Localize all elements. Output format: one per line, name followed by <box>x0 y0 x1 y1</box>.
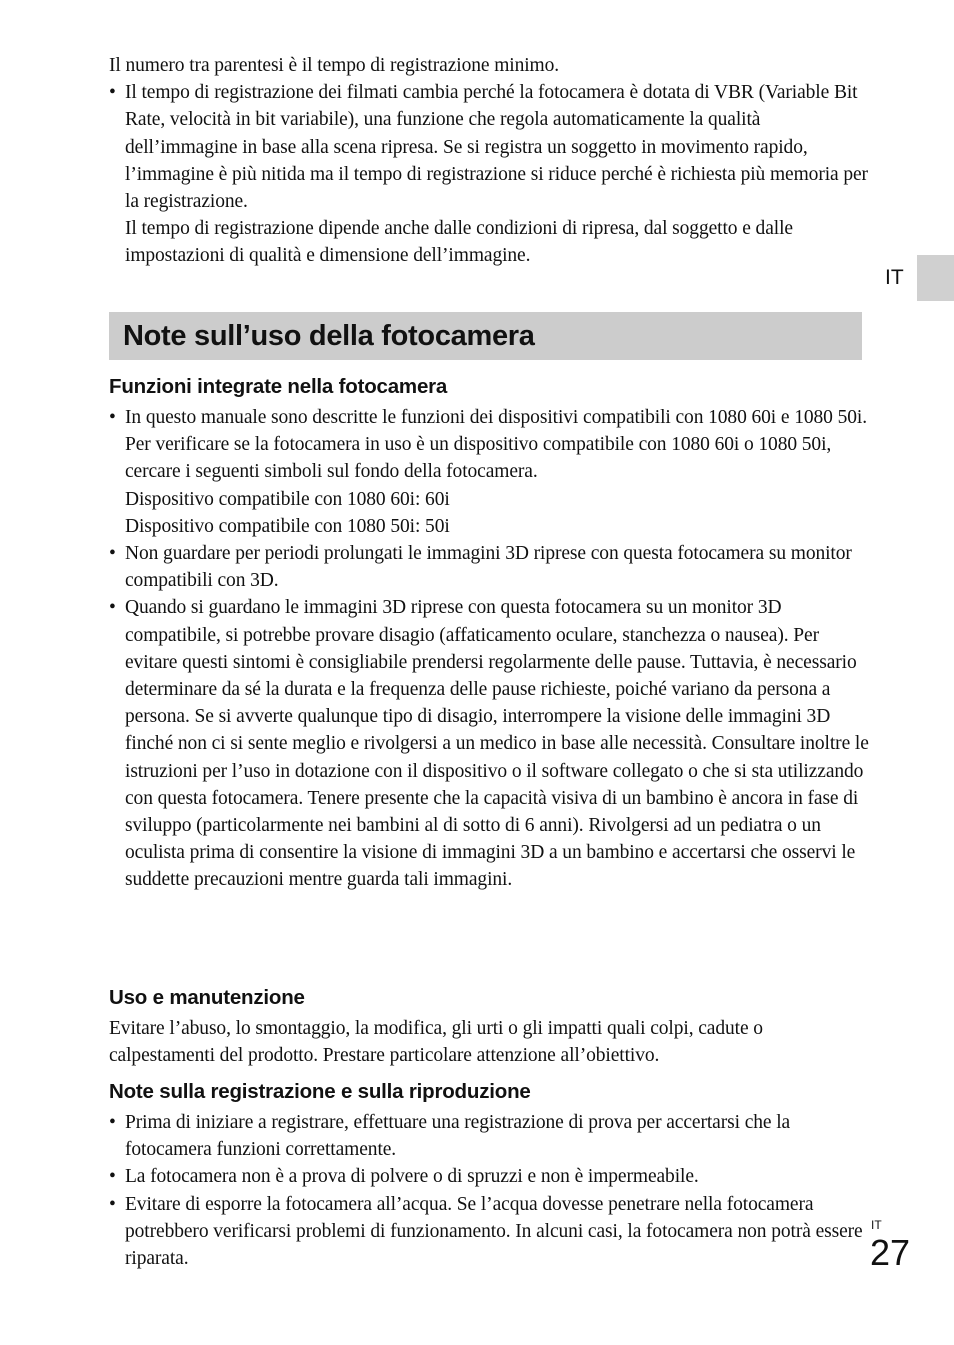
list-item <box>109 1163 869 1190</box>
bullet-dot: • <box>109 597 116 619</box>
language-tab-label: IT <box>885 266 904 289</box>
section-title-bar <box>109 312 862 360</box>
bullet-extra: Dispositivo compatibile con 1080 60i: 60i <box>125 488 450 510</box>
intro-bullet <box>109 79 869 215</box>
bullet-dot: • <box>109 82 116 104</box>
bullet-text: Quando si guardano le immagini 3D riprese con questa fotocamera su un monitor 3D compatibile, si potrebbe provare disagio (affaticamento oculare, stanchezza o nausea). Per evitare questi sintomi è consigliabile prendersi regolarmente delle pause. Tuttavia, è necessario determinare da sé la durata e la frequenza delle pause richieste, poiché variano da persona a persona. Se si avverte qualunque tipo di disagio, interrompere la visione delle immagini 3D finché non ci si sente meglio e rivolgersi a un medico in base alle necessità. Consultare inoltre le istruzioni per l’uso in dotazione con il dispositivo o il software collegato o che si sta utilizzando con questa fotocamera. Tenere presente che la capacità visiva di un bambino è ancora in fase di sviluppo (particolarmente nei bambini al di sotto di 6 anni). Rivolgersi ad un pediatra o un oculista prima di consentire la visione di immagini 3D a un bambino e accertarsi che osservi le suddette precauzioni mentre guarda tali immagini. <box>125 597 869 891</box>
language-tab-marker <box>917 255 954 301</box>
subsection-heading: Note sulla registrazione e sulla riproduzione <box>109 1080 531 1103</box>
subsection-paragraph: Evitare l’abuso, lo smontaggio, la modifica, gli urti o gli impatti quali colpi, cadute o calpestamenti del prodotto. Prestare particolare attenzione all’obiettivo. <box>109 1018 763 1067</box>
section-title: Note sull’uso della fotocamera <box>123 320 535 352</box>
subsection-uso-manutenzione <box>109 985 869 1069</box>
bullet-dot: • <box>109 1193 116 1215</box>
intro-line: Il numero tra parentesi è il tempo di registrazione minimo. <box>109 55 560 76</box>
list-item <box>109 1191 869 1273</box>
subsection-heading: Uso e manutenzione <box>109 986 305 1009</box>
bullet-dot: • <box>109 543 116 565</box>
list-item <box>109 1109 869 1163</box>
bullet-continuation: Il tempo di registrazione dipende anche dalle condizioni di ripresa, dal soggetto e dalle impostazioni di qualità e dimensione dell’immagine. <box>125 218 793 267</box>
bullet-extra: Dispositivo compatibile con 1080 50i: 50i <box>125 515 450 537</box>
list-item <box>109 540 869 594</box>
subsection-registrazione <box>109 1079 869 1272</box>
bullet-text: Non guardare per periodi prolungati le immagini 3D riprese con questa fotocamera su monitor compatibili con 3D. <box>125 543 852 592</box>
bullet-extra: Per verificare se la fotocamera in uso è un dispositivo compatibile con 1080 60i o 1080 50i, cercare i seguenti simboli sul fondo della fotocamera. <box>125 434 832 483</box>
subsection-heading: Funzioni integrate nella fotocamera <box>109 375 448 398</box>
bullet-dot: • <box>109 1112 116 1133</box>
bullet-dot: • <box>109 407 116 428</box>
bullet-text: La fotocamera non è a prova di polvere o di spruzzi e non è impermeabile. <box>125 1166 699 1188</box>
bullet-dot: • <box>109 1166 116 1188</box>
bullet-text: Evitare di esporre la fotocamera all’acqua. Se l’acqua dovesse penetrare nella fotocamera potrebbero verificarsi problemi di funzionamento. In alcuni casi, la fotocamera non potrà essere riparata. <box>125 1193 863 1270</box>
page-number: 27 <box>870 1232 911 1273</box>
bullet-text: Prima di iniziare a registrare, effettuare una registrazione di prova per accertarsi che la fotocamera funzioni correttamente. <box>125 1112 791 1161</box>
list-item <box>109 404 869 431</box>
bullet-text: Il tempo di registrazione dei filmati cambia perché la fotocamera è dotata di VBR (Variable Bit Rate, velocità in bit variabile), una funzione che regola automaticamente la qualità dell’immagine in base alla scena ripresa. Se si registra un soggetto in movimento rapido, l’immagine è più nitida ma il tempo di registrazione si riduce perché è richiesta più memoria per la registrazione. <box>125 82 868 213</box>
subsection-funzioni <box>109 374 869 894</box>
page-language-label: IT <box>871 1218 882 1232</box>
intro-block <box>109 52 869 270</box>
bullet-text: In questo manuale sono descritte le funzioni dei dispositivi compatibili con 1080 60i e 1080 50i. <box>125 407 868 428</box>
list-item <box>109 594 869 893</box>
